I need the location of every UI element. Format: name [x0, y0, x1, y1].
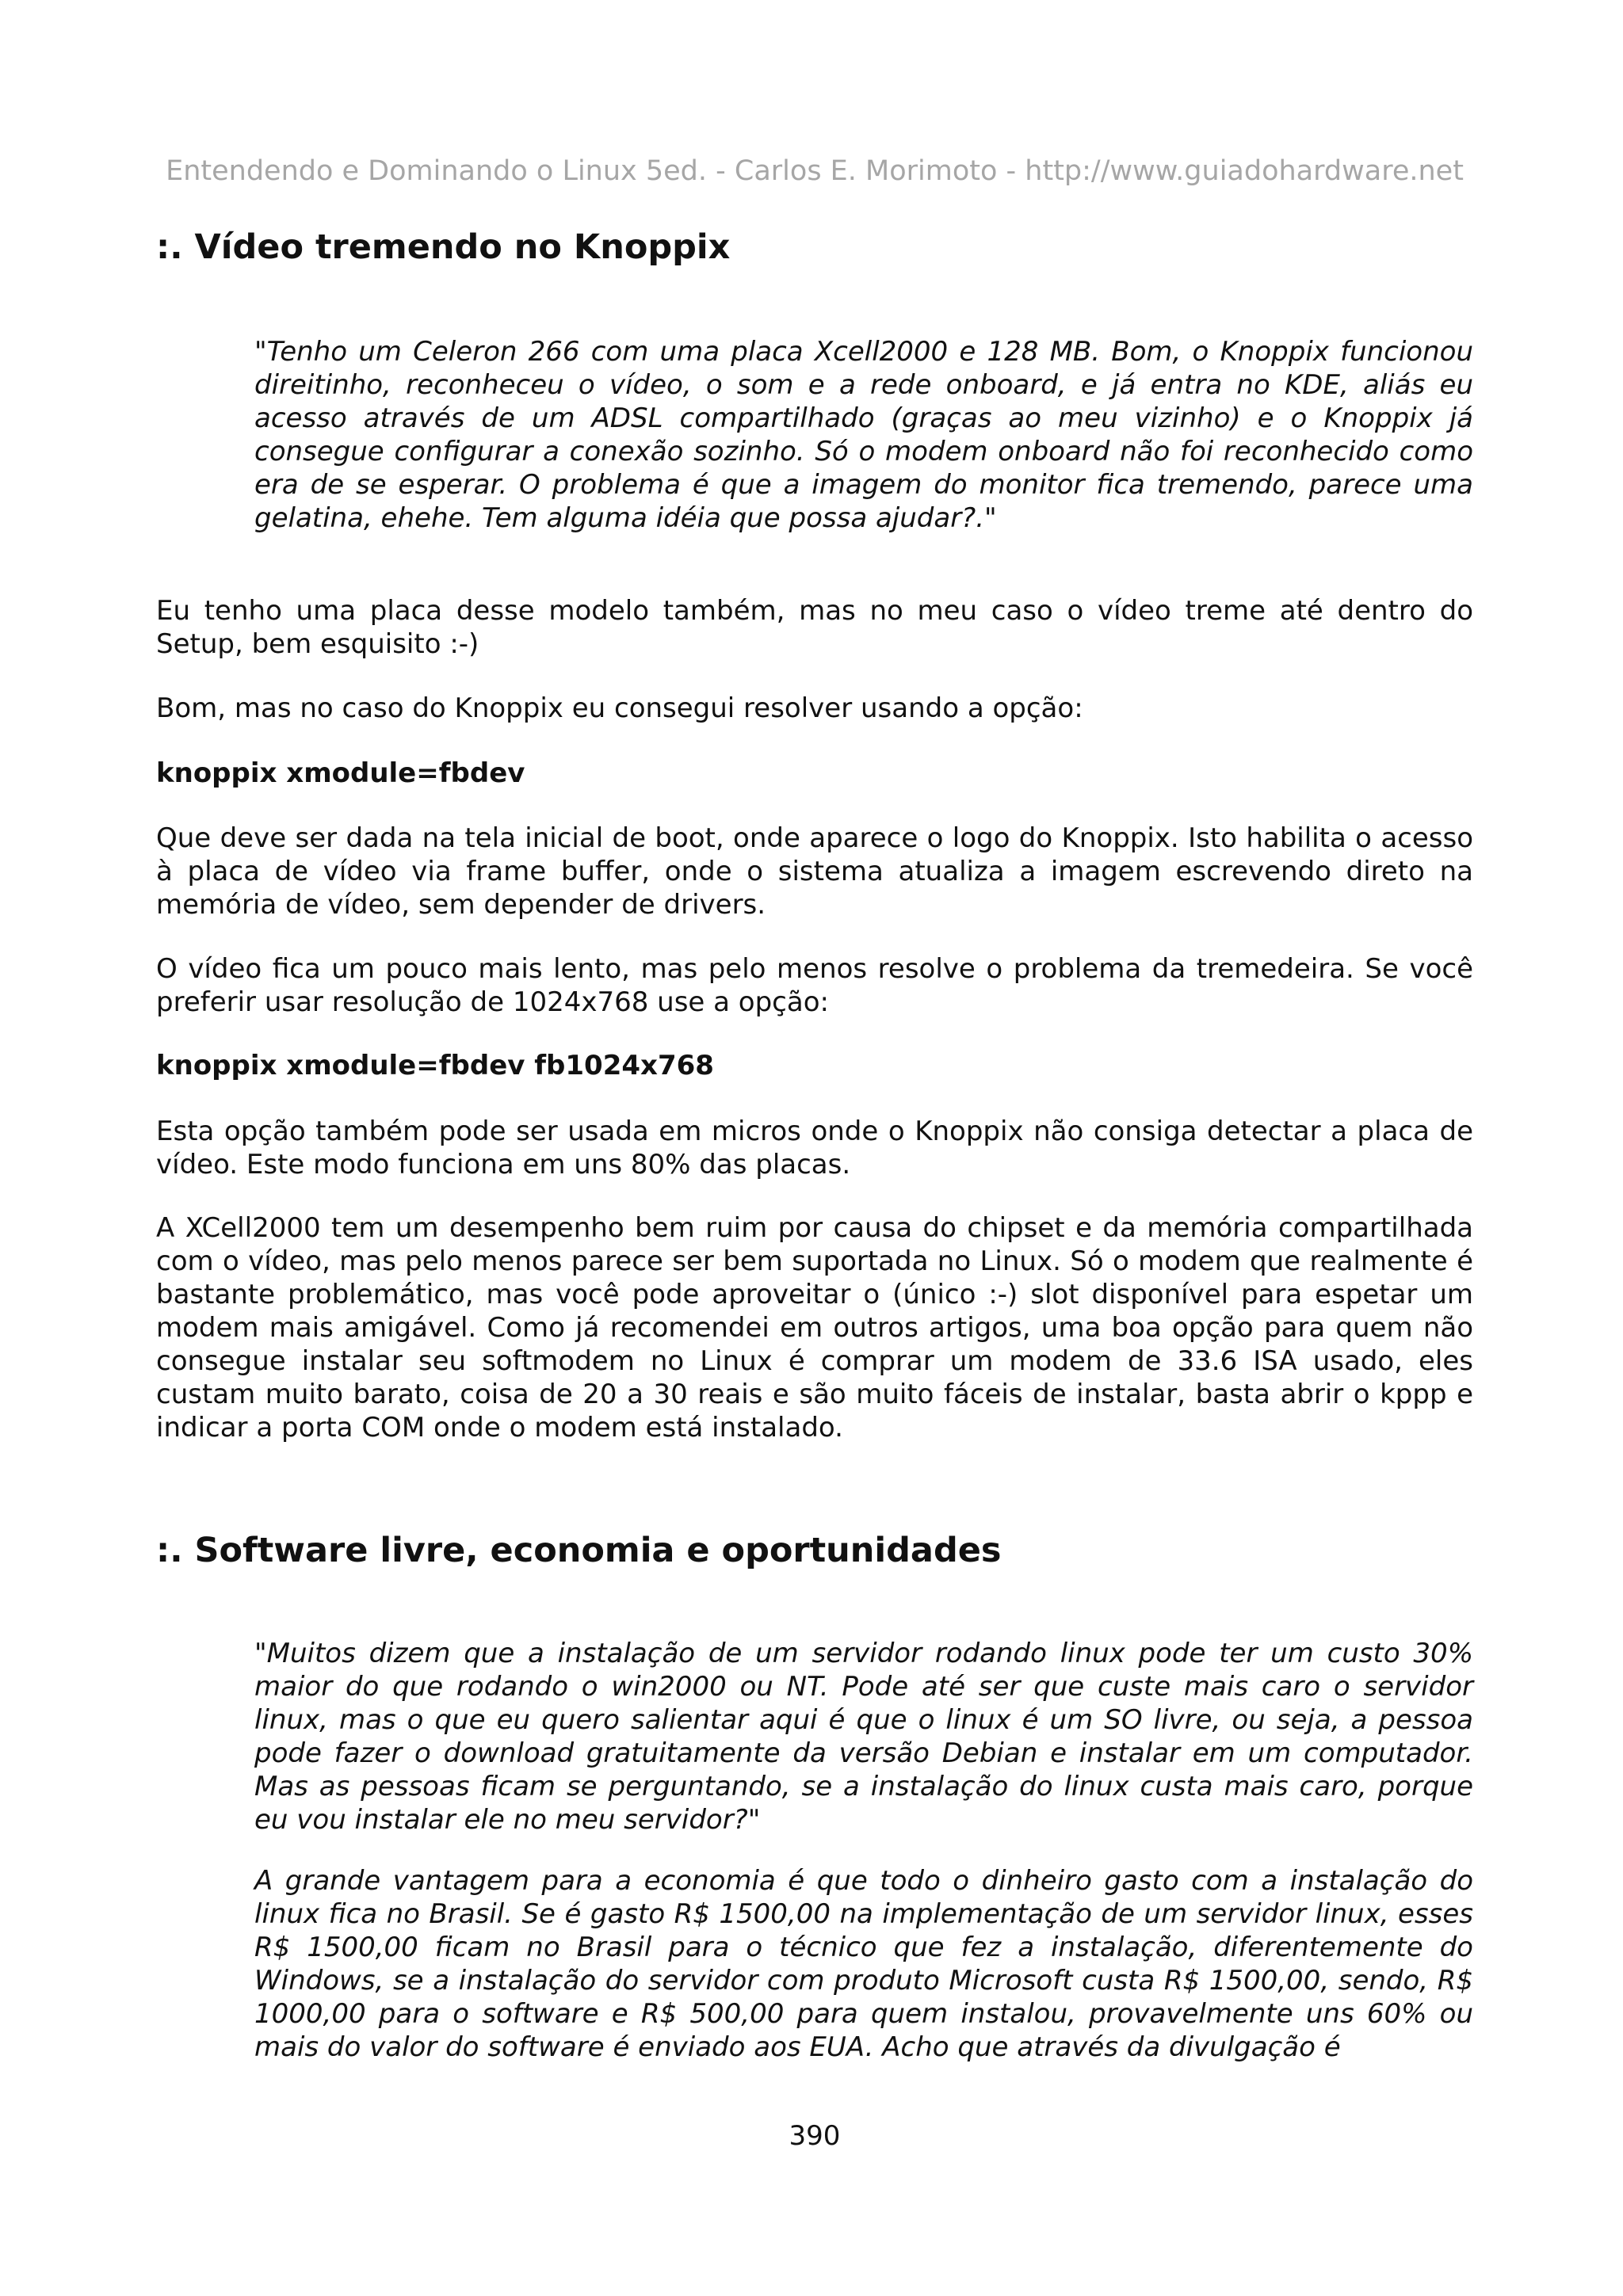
section-title-video: :. Vídeo tremendo no Knoppix: [156, 227, 731, 267]
page-number: 390: [789, 2120, 841, 2152]
document-page: [156, 0, 1473, 2296]
reader-question-quote: "Tenho um Celeron 266 com uma placa Xcell2000 e 128 MB. Bom, o Knoppix funcionou direitinho, reconheceu o vídeo, o som e a rede onboard, e já entra no KDE, aliás eu acesso através de um ADSL compartilhado (graças ao meu vizinho) e o Knoppix já consegue configurar a conexão sozinho. Só o modem onboard não foi reconhecido como era de se esperar. O problema é que a imagem do monitor fica tremendo, parece uma gelatina, ehehe. Tem alguma idéia que possa ajudar?.": [254, 336, 1473, 534]
paragraph-framebuffer: Que deve ser dada na tela inicial de boot, onde aparece o logo do Knoppix. Isto habilita o acesso à placa de vídeo via frame buffer, onde o sistema atualiza a imagem escrevendo direto na memória de vídeo, sem depender de drivers.: [156, 822, 1473, 921]
running-header: Entendendo e Dominando o Linux 5ed. - Carlos E. Morimoto - http://www.guiadohardware.net: [166, 155, 1464, 187]
reader-question-quote-2: "Muitos dizem que a instalação de um servidor rodando linux pode ter um custo 30% maior do que rodando o win2000 ou NT. Pode até ser que custe mais caro o servidor linux, mas o que eu quero salientar aqui é que o linux é um SO livre, ou seja, a pessoa pode fazer o download gratuitamente da versão Debian e instalar em um computador. Mas as pessoas ficam se perguntando, se a instalação do linux custa mais caro, porque eu vou instalar ele no meu servidor?": [254, 1638, 1473, 1836]
section-title-software-livre: :. Software livre, economia e oportunidades: [156, 1531, 1002, 1570]
paragraph-intro: Eu tenho uma placa desse modelo também, mas no meu caso o vídeo treme até dentro do Setup, bem esquisito :-): [156, 595, 1473, 660]
reader-argument-quote: A grande vantagem para a economia é que todo o dinheiro gasto com a instalação do linux fica no Brasil. Se é gasto R$ 1500,00 na implementação de um servidor linux, esses R$ 1500,00 ficam no Brasil para o técnico que fez a instalação, diferentemente do Windows, se a instalação do servidor com produto Microsoft custa R$ 1500,00, sendo, R$ 1000,00 para o software e R$ 500,00 para quem instalou, provavelmente uns 60% ou mais do valor do software é enviado aos EUA. Acho que através da divulgação é: [254, 1865, 1473, 2063]
boot-command-fbdev: knoppix xmodule=fbdev: [156, 757, 525, 789]
paragraph-xcell-modem: A XCell2000 tem um desempenho bem ruim por causa do chipset e da memória compartilhada com o vídeo, mas pelo menos parece ser bem suportada no Linux. Só o modem que realmente é bastante problemático, mas você pode aproveitar o (único :-) slot disponível para espetar um modem mais amigável. Como já recomendei em outros artigos, uma boa opção para quem não consegue instalar seu softmodem no Linux é comprar um modem de 33.6 ISA usado, eles custam muito barato, coisa de 20 a 30 reais e são muito fáceis de instalar, basta abrir o kppp e indicar a porta COM onde o modem está instalado.: [156, 1212, 1473, 1444]
paragraph-compatibility: Esta opção também pode ser usada em micros onde o Knoppix não consiga detectar a placa de vídeo. Este modo funciona em uns 80% das placas.: [156, 1116, 1473, 1180]
boot-command-fb1024: knoppix xmodule=fbdev fb1024x768: [156, 1050, 714, 1081]
paragraph-solution-lead: Bom, mas no caso do Knoppix eu consegui resolver usando a opção:: [156, 692, 1083, 724]
paragraph-resolution: O vídeo fica um pouco mais lento, mas pelo menos resolve o problema da tremedeira. Se você preferir usar resolução de 1024x768 use a opção:: [156, 953, 1473, 1018]
